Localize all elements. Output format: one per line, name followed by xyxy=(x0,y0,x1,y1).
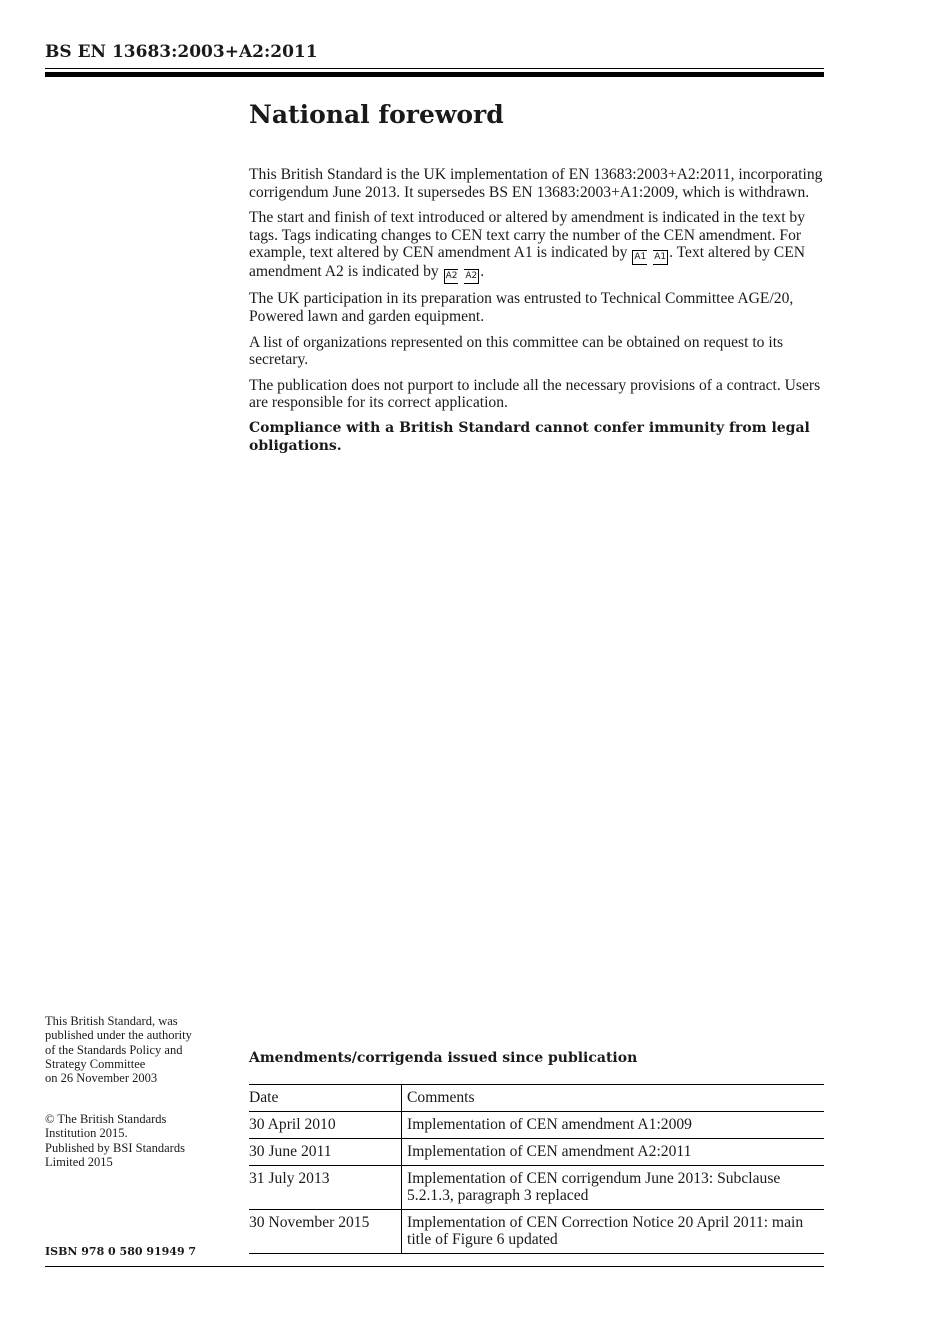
copyright-note-line: Institution 2015. xyxy=(45,1126,128,1141)
paragraph-provisions: The publication does not purport to include all the necessary provisions of a contract. Users are responsible for its correct application. xyxy=(249,376,821,412)
amendment-comment: Implementation of CEN Correction Notice 20 April 2011: main title of Figure 6 updated xyxy=(402,1210,825,1254)
publication-note xyxy=(45,1014,235,1085)
a2-close-tag-icon: A2 xyxy=(464,269,479,284)
paragraph-implementation: This British Standard is the UK implementation of EN 13683:2003+A2:2011, incorporating corrigendum June 2013. It supersedes BS EN 13683:2003+A1:2009, which is withdrawn. xyxy=(249,166,823,201)
foreword-body xyxy=(249,166,829,463)
publication-note-line: published under the authority xyxy=(45,1028,192,1043)
amendment-comment: Implementation of CEN corrigendum June 2013: Subclause 5.2.1.3, paragraph 3 replaced xyxy=(402,1166,825,1210)
header-rule-thin xyxy=(45,68,824,69)
paragraph-amendment-tags-text-b: . Text altered by CEN amendment A2 is indicated by xyxy=(249,244,805,281)
publication-note-line: of the Standards Policy and xyxy=(45,1042,183,1057)
amendment-comment: Implementation of CEN amendment A2:2011 xyxy=(402,1139,825,1166)
copyright-note xyxy=(45,1112,235,1169)
column-header-date: Date xyxy=(249,1085,402,1112)
paragraph-amendment-tags-text-c: . xyxy=(480,263,485,281)
table-row xyxy=(249,1139,824,1166)
isbn: ISBN 978 0 580 91949 7 xyxy=(45,1245,197,1258)
table-row xyxy=(249,1112,824,1139)
amendments-title: Amendments/corrigenda issued since publication xyxy=(249,1050,638,1066)
paragraph-amendment-tags xyxy=(249,209,829,282)
copyright-note-line: Limited 2015 xyxy=(45,1154,113,1169)
paragraph-compliance: Compliance with a British Standard cannot confer immunity from legal obligations. xyxy=(249,419,810,454)
table-header-row xyxy=(249,1085,824,1112)
header-rule-thick xyxy=(45,72,824,77)
amendment-date: 31 July 2013 xyxy=(249,1166,402,1210)
amendment-comment: Implementation of CEN amendment A1:2009 xyxy=(402,1112,825,1139)
publication-note-line: Strategy Committee xyxy=(45,1056,146,1071)
copyright-note-line: © The British Standards xyxy=(45,1112,167,1126)
footer-rule xyxy=(45,1266,824,1267)
page-title: National foreword xyxy=(249,100,504,129)
a1-open-tag-icon: A1 xyxy=(632,250,647,265)
a2-open-tag-icon: A2 xyxy=(444,269,459,284)
amendments-table xyxy=(249,1084,824,1254)
copyright-note-line: Published by BSI Standards xyxy=(45,1140,185,1155)
paragraph-committee: The UK participation in its preparation was entrusted to Technical Committee AGE/20, Powered lawn and garden equipment. xyxy=(249,290,794,325)
column-header-comments: Comments xyxy=(402,1085,825,1112)
publication-note-line: This British Standard, was xyxy=(45,1014,178,1028)
amendment-date: 30 June 2011 xyxy=(249,1139,402,1166)
table-row xyxy=(249,1210,824,1254)
amendment-date: 30 November 2015 xyxy=(249,1210,402,1254)
publication-note-line: on 26 November 2003 xyxy=(45,1071,158,1086)
paragraph-organizations: A list of organizations represented on this committee can be obtained on request to its secretary. xyxy=(249,333,784,369)
paragraph-amendment-tags-text-a: The start and finish of text introduced or altered by amendment is indicated in the text by tags. Tags indicating changes to CEN text carry the number of the CEN amendment. For example, text altered by CEN amendment A1 is indicated by xyxy=(249,209,806,262)
amendment-date: 30 April 2010 xyxy=(249,1112,402,1139)
a1-close-tag-icon: A1 xyxy=(653,250,668,265)
table-row xyxy=(249,1166,824,1210)
standard-id-header: BS EN 13683:2003+A2:2011 xyxy=(45,42,318,62)
